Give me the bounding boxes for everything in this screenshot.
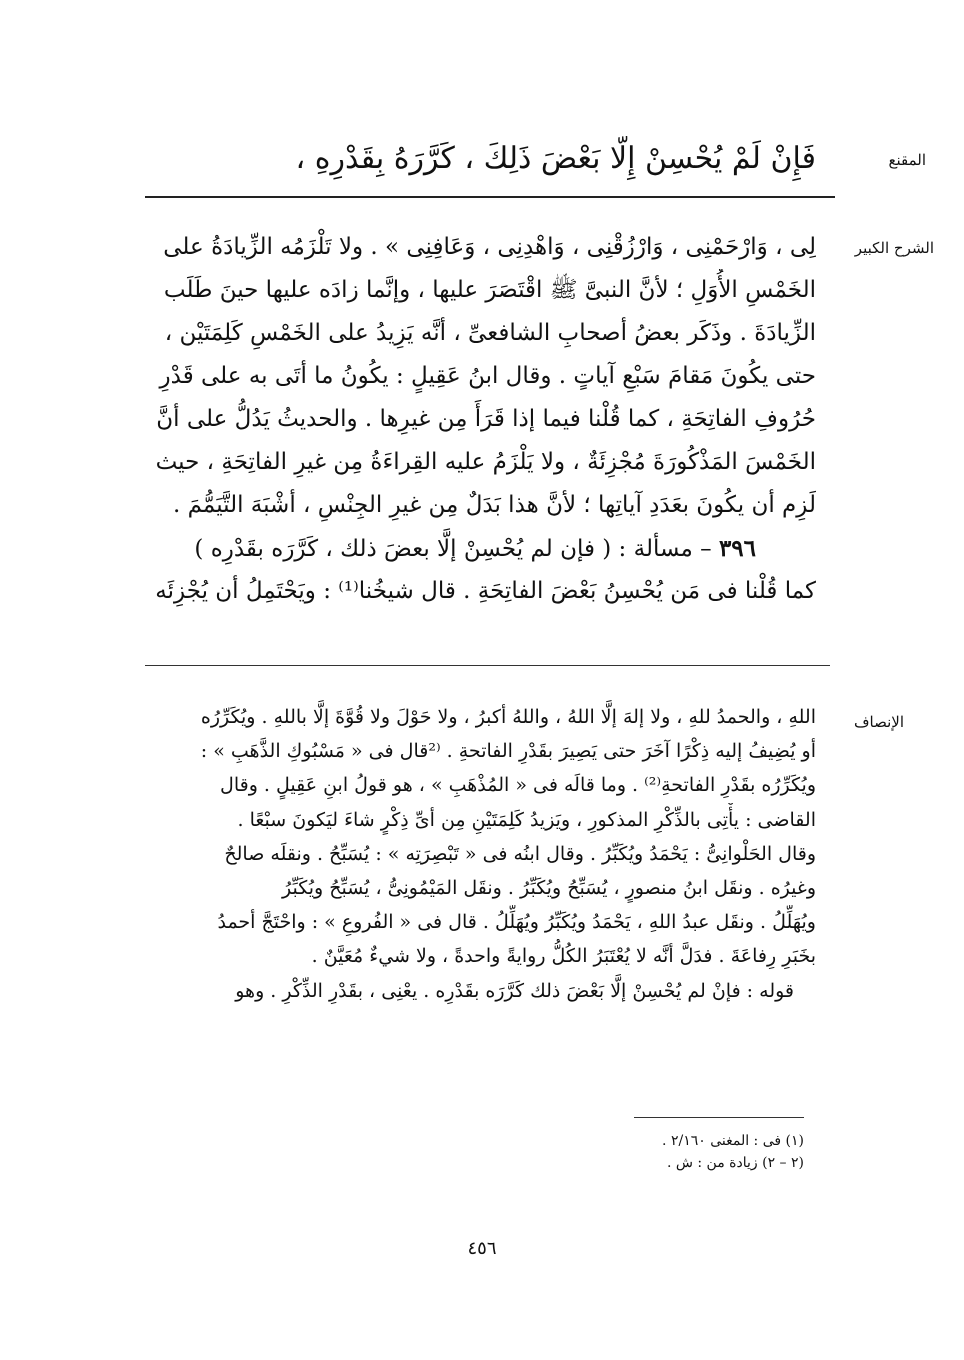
sharh-line: الزِّيادَةَ . وذَكَر بعضُ أصحابِ الشافعىِّ ، أنَّه يَزِيدُ على الخَمْسِ كَلِمَتَيْن ، — [164, 320, 816, 346]
sharh-line: الخَمْسَ المَذْكُورَةَ مُجْزِئَةٌ ، ولا يَلْزَمُ عليه القِراءَةُ مِن غيرِ الفاتِحَةِ ، حيث — [155, 449, 816, 475]
sharh-line: الخَمْسِ الأُوَلِ ؛ لأنَّ النبىَّ ﷺ اقْتَصَرَ عليها ، وإنَّما زادَه عليها حينَ طَلَب — [163, 277, 816, 303]
divider-muqni — [145, 196, 835, 198]
insaf-line: بخَبَرِ رِفاعَةَ . فدَلَّ أنَّه لا يُعْتَبَرُ الكُلُّ روايةً واحدةً ، ولا شيءٌ مُعَيَّنٌ . — [311, 945, 816, 968]
muqni-line: فَإِنْ لَمْ يُحْسِنْ إِلَّا بَعْضَ ذَلِكَ ، كَرَّرَهُ بِقَدْرِهِ ، — [295, 141, 816, 176]
masala-number: ٣٩٦ — [718, 535, 756, 562]
muqni-label: المقنع — [888, 151, 926, 169]
sharh-line: لِى ، وَارْحَمْنِى ، وَارْزُقْنِى ، وَاهْدِنِى ، وَعَافِنِى » . ولا تَلْزَمُه الزِّيادَةُ على — [163, 234, 816, 260]
footnote: (١) فى : المغنى ٢/١٦٠ . — [662, 1133, 804, 1149]
insaf-line: القاضى : يأْتِى بالذِّكْرِ المذكورِ ، ويَزيدُ كَلِمَتَيْنِ مِن أىِّ ذِكْرٍ شاءَ ليَكونَ سبْعًا . — [237, 808, 816, 831]
sharh-line: لَزِم أن يكُونَ بعَدَدِ آياتِها ؛ لأنَّ هذا بَدَلٌ مِن غيرِ الجِنْسِ ، أشْبَهَ التَّيَمُّمَ . — [172, 492, 816, 518]
insaf-line: أو يُضِيفُ إليه ذِكْرًا آخَرَ حتى يَصِيرَ بقَدْرِ الفاتحةِ . ⁽²قال فى « مَسْبُوكِ الذَّهَبِ » : — [200, 740, 816, 763]
insaf-text — [126, 700, 816, 1008]
masala-text: – مسألة : ( فإن لم يُحْسِنْ إلَّا بعضَ ذلك ، كَرَّرَه بقَدْرِه ) — [194, 536, 712, 562]
sharh-line: كما قُلْنا فى مَن يُحْسِنُ بَعْضَ الفاتِحَةِ . قال شيخُنا⁽¹⁾ : ويَحْتَمِلُ أن يُجْزِئَه — [155, 578, 816, 604]
insaf-line: ويُهَلِّلُ . ونقَل عبدُ اللهِ ، يَحْمَدُ ويُكَبِّرُ ويُهَلِّلُ . قال فى « الفُروعِ » : واحْتَجَّ أحمدُ — [217, 911, 816, 934]
insaf-label: الإنصاف — [853, 713, 904, 731]
page-number: ٤٥٦ — [467, 1238, 497, 1259]
masala-line — [126, 527, 816, 570]
sharh-line: حتى يكُونَ مَقامَ سَبْعِ آياتٍ . وقال ابنُ عَقِيلٍ : يكُونُ ما أتَى به على قَدْرِ — [159, 363, 816, 389]
insaf-line: ويُكَرِّرُه بقَدْرِ الفاتحةِ⁽²⁾ . وما قالَه فى « المُذْهَبِ » ، هو قولُ ابنِ عَقِيلٍ . وقال — [220, 774, 816, 797]
footnotes — [124, 1130, 804, 1174]
footnote-divider — [634, 1117, 804, 1118]
insaf-line: قوله : فإنْ لم يُحْسِنْ إلَّا بَعْضَ ذلك كَرَّرَه بقَدْرِه . يعْنِى ، بقَدْرِ الذِّكْرِ . وهو — [235, 979, 794, 1002]
sharh-label: الشرح الكبير — [854, 239, 934, 257]
sharh-line: حُرُوفِ الفاتِحَةِ ، كما قُلْنا فيما إذا قَرَأَ مِن غيرِها . والحديثُ يَدُلُّ على أنَّ — [156, 406, 816, 432]
muqni-text — [126, 136, 816, 182]
sharh-text — [126, 226, 816, 613]
insaf-line: وغيرُه . ونقَل ابنُ منصورٍ ، يُسَبِّحُ ويُكَبِّرُ . ونقَل المَيْمُونِىُّ ، يُسَبِّحُ ويُكَبِّرُ — [281, 876, 816, 899]
insaf-line: اللهِ ، والحمدُ للهِ ، ولا إلهَ إلَّا اللهُ ، واللهُ أكبرُ ، ولا حَوْلَ ولا قُوَّةَ إلَّا باللهِ . ويُكَرِّرُه — [200, 706, 816, 728]
divider-sharh — [145, 665, 830, 666]
insaf-line: وقال الحَلْوانِىُّ : يَحْمَدُ ويُكَبِّرُ . وقال ابنُه فى « تَبْصِرَتِه » : يُسَبِّحُ . ونقلَه صالحٌ — [224, 842, 816, 865]
footnote: (٢ – ٢) زيادة من : ش . — [666, 1155, 804, 1171]
